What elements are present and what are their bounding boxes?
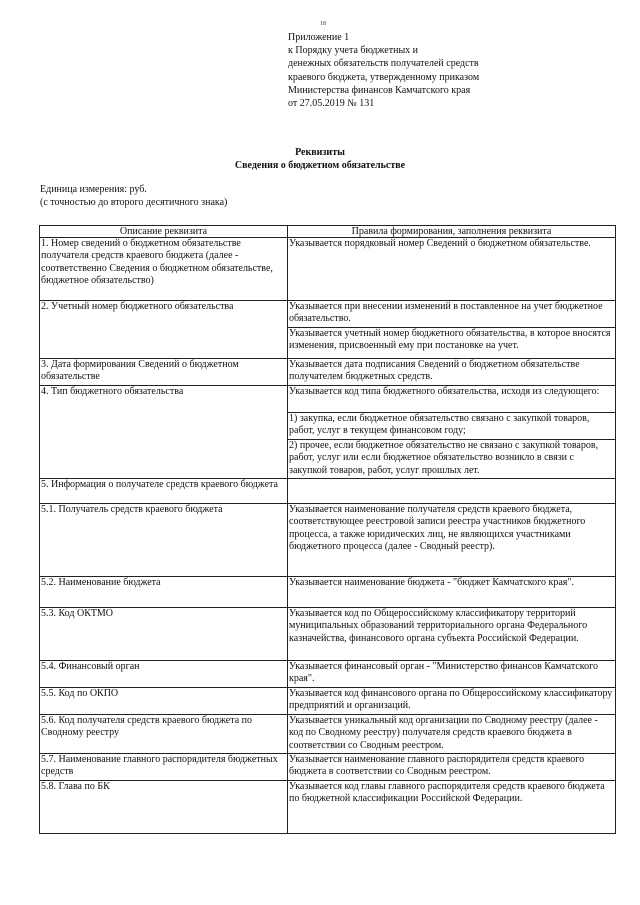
appendix-line: к Порядку учета бюджетных и [288,45,419,57]
cell-rules: Указывается наименование получателя средств краевого бюджета, соответствующее реестровой записи реестра участников бюджетного процесса, а также юридических лиц, не являющихся участниками бюджетного процесса (далее - Сводный реестр). [288,504,616,577]
header-rules: Правила формирования, заполнения реквизита [288,226,616,238]
cell-rules: 1) закупка, если бюджетное обязательство связано с закупкой товаров, работ, услуг в текущем финансовом году; [288,413,616,440]
cell-description: 5.2. Наименование бюджета [40,577,288,608]
appendix-block [288,31,588,110]
cell-rules: Указывается учетный номер бюджетного обязательства, в которое вносятся изменения, присвоенный ему при постановке на учет. [288,328,616,359]
appendix-line: денежных обязательств получателей средств [288,58,479,70]
table-body [40,238,616,834]
table-row [40,754,616,781]
table-row [40,688,616,715]
document-title [0,146,640,172]
title-line: Сведения о бюджетном обязательстве [234,160,406,171]
table-row [40,781,616,834]
table-row [40,504,616,577]
cell-rules: 2) прочее, если бюджетное обязательство не связано с закупкой товаров, работ, услуг или если бюджетное обязательство возникло в связи с закупкой товаров, работ, услуг прошлых лет. [288,440,616,479]
cell-rules: Указывается код типа бюджетного обязательства, исходя из следующего: [288,386,616,413]
page-number: 18 [320,21,326,27]
table-row [40,661,616,688]
table-row [40,479,616,504]
cell-description: 3. Дата формирования Сведений о бюджетном обязательстве [40,359,288,386]
cell-description: 5.7. Наименование главного распорядителя бюджетных средств [40,754,288,781]
header-description: Описание реквизита [40,226,288,238]
cell-rules: Указывается уникальный код организации по Сводному реестру (далее - код по Сводному реестру) получателя средств краевого бюджета в соответствии со Сводным реестром. [288,715,616,754]
cell-description: 5. Информация о получателе средств краевого бюджета [40,479,288,504]
table-row [40,301,616,328]
units-line: Единица измерения: руб. [40,184,147,195]
cell-description: 5.6. Код получателя средств краевого бюджета по Сводному реестру [40,715,288,754]
table-row [40,715,616,754]
cell-description: 5.5. Код по ОКПО [40,688,288,715]
appendix-line: Приложение 1 [288,32,350,43]
cell-description: 2. Учетный номер бюджетного обязательства [40,301,288,359]
table-row [40,359,616,386]
cell-rules [288,479,616,504]
cell-rules: Указывается наименование главного распорядителя средств краевого бюджета в соответствии со Сводным реестром. [288,754,616,781]
appendix-line: краевого бюджета, утвержденному приказом [288,71,480,83]
units-block [40,184,440,209]
cell-rules: Указывается при внесении изменений в поставленное на учет бюджетное обязательство. [288,301,616,328]
cell-rules: Указывается наименование бюджета - "бюджет Камчатского края". [288,577,616,608]
cell-description: 4. Тип бюджетного обязательства [40,386,288,479]
cell-rules: Указывается порядковый номер Сведений о бюджетном обязательстве. [288,238,616,301]
cell-rules: Указывается код по Общероссийскому классификатору территорий муниципальных образований территориального органа Федерального казначейства, финансового органа субъекта Российской Федерации. [288,608,616,661]
appendix-line: Министерства финансов Камчатского края [288,84,471,96]
cell-description: 5.8. Глава по БК [40,781,288,834]
cell-description: 1. Номер сведений о бюджетном обязательстве получателя средств краевого бюджета (далее - соответственно Сведения о бюджетном обязательстве, бюджетное обязательство) [40,238,288,301]
table-header-row [40,226,616,238]
cell-rules: Указывается дата подписания Сведений о бюджетном обязательстве получателем бюджетных средств. [288,359,616,386]
cell-rules: Указывается финансовый орган - "Министерство финансов Камчатского края". [288,661,616,688]
cell-description: 5.3. Код ОКТМО [40,608,288,661]
table-row [40,577,616,608]
cell-description: 5.1. Получатель средств краевого бюджета [40,504,288,577]
appendix-line: от 27.05.2019 № 131 [288,98,375,110]
table-row [40,386,616,413]
units-precision: (с точностью до второго десятичного знака) [40,196,228,208]
title-line: Реквизиты [295,147,345,158]
table-row [40,238,616,301]
requisites-table [39,225,616,834]
cell-description: 5.4. Финансовый орган [40,661,288,688]
cell-rules: Указывается код финансового органа по Общероссийскому классификатору предприятий и организаций. [288,688,616,715]
table-row [40,608,616,661]
cell-rules: Указывается код главы главного распорядителя средств краевого бюджета по бюджетной классификации Российской Федерации. [288,781,616,834]
